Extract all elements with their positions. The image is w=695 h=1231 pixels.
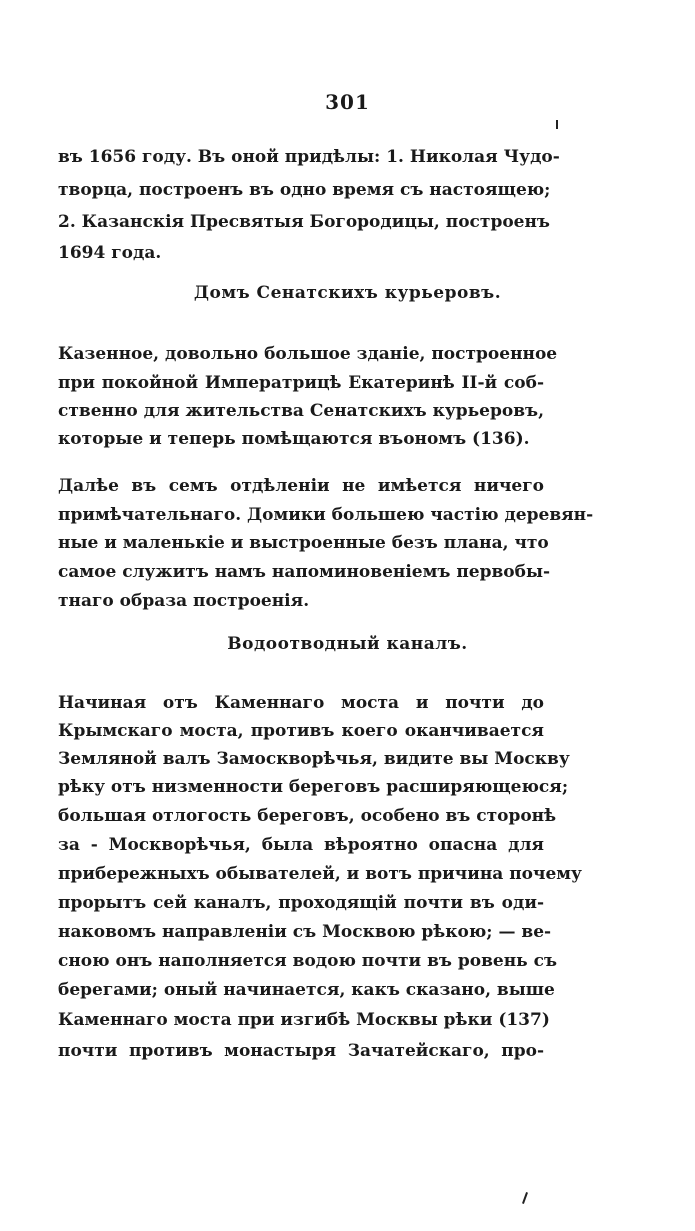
text-line: 1694 года. bbox=[58, 243, 162, 263]
text-line: тнаго образа построенія. bbox=[58, 591, 310, 611]
text-line: за - Москворѣчья, была вѣроятно опасна для bbox=[58, 835, 544, 855]
text-line: рѣку отъ низменности береговъ расширяющеюся; bbox=[58, 777, 569, 797]
text-line: Земляной валъ Замоскворѣчья, видите вы Москву bbox=[58, 749, 570, 769]
text-line: самое служитъ намъ напоминовеніемъ первобы- bbox=[58, 562, 551, 582]
text-line: Крымскаго моста, противъ коего оканчивается bbox=[58, 721, 544, 741]
text-line: большая отлогость береговъ, особено въ сторонѣ bbox=[58, 806, 557, 826]
text-line: которые и теперь помѣщаются въономъ (136). bbox=[58, 429, 530, 449]
text-line: прибережныхъ обывателей, и вотъ причина почему bbox=[58, 864, 582, 884]
text-line: 2. Казанскія Пресвятыя Богородицы, построенъ bbox=[58, 212, 550, 232]
section-heading: Домъ Сенатскихъ курьеровъ. bbox=[193, 283, 502, 303]
text-line: примѣчательнаго. Домики большею частію деревян- bbox=[58, 505, 594, 525]
page-number: 301 bbox=[325, 90, 370, 114]
text-line: Каменнаго моста при изгибѣ Москвы рѣки (137) bbox=[58, 1010, 550, 1030]
text-line: творца, построенъ въ одно время съ настоящею; bbox=[58, 180, 551, 200]
scan-mark bbox=[556, 120, 558, 129]
text-line: въ 1656 году. Въ оной придѣлы: 1. Николая Чудо- bbox=[58, 147, 560, 167]
section-heading: Водоотводный каналъ. bbox=[227, 634, 468, 654]
text-line: берегами; оный начинается, какъ сказано, выше bbox=[58, 980, 555, 1000]
text-line: прорытъ сей каналъ, проходящій почти въ оди- bbox=[58, 893, 544, 913]
text-line: сною онъ наполняется водою почти въ ровень съ bbox=[58, 951, 558, 971]
text-line: ные и маленькіе и выстроенные безъ плана, что bbox=[58, 533, 549, 553]
text-line: Далѣе въ семъ отдѣленіи не имѣется ничего bbox=[58, 476, 544, 496]
text-line: при покойной Императрицѣ Екатеринѣ II-й соб- bbox=[58, 373, 544, 393]
text-line: Казенное, довольно большое зданіе, построенное bbox=[58, 344, 558, 364]
text-line: почти противъ монастыря Зачатейскаго, про- bbox=[58, 1041, 544, 1061]
scan-mark bbox=[522, 1192, 528, 1204]
text-line: наковомъ направленіи съ Москвою рѣкою; — ве- bbox=[58, 922, 552, 942]
text-line: Начиная отъ Каменнаго моста и почти до bbox=[58, 693, 544, 713]
text-line: ственно для жительства Сенатскихъ курьеровъ, bbox=[58, 401, 544, 421]
